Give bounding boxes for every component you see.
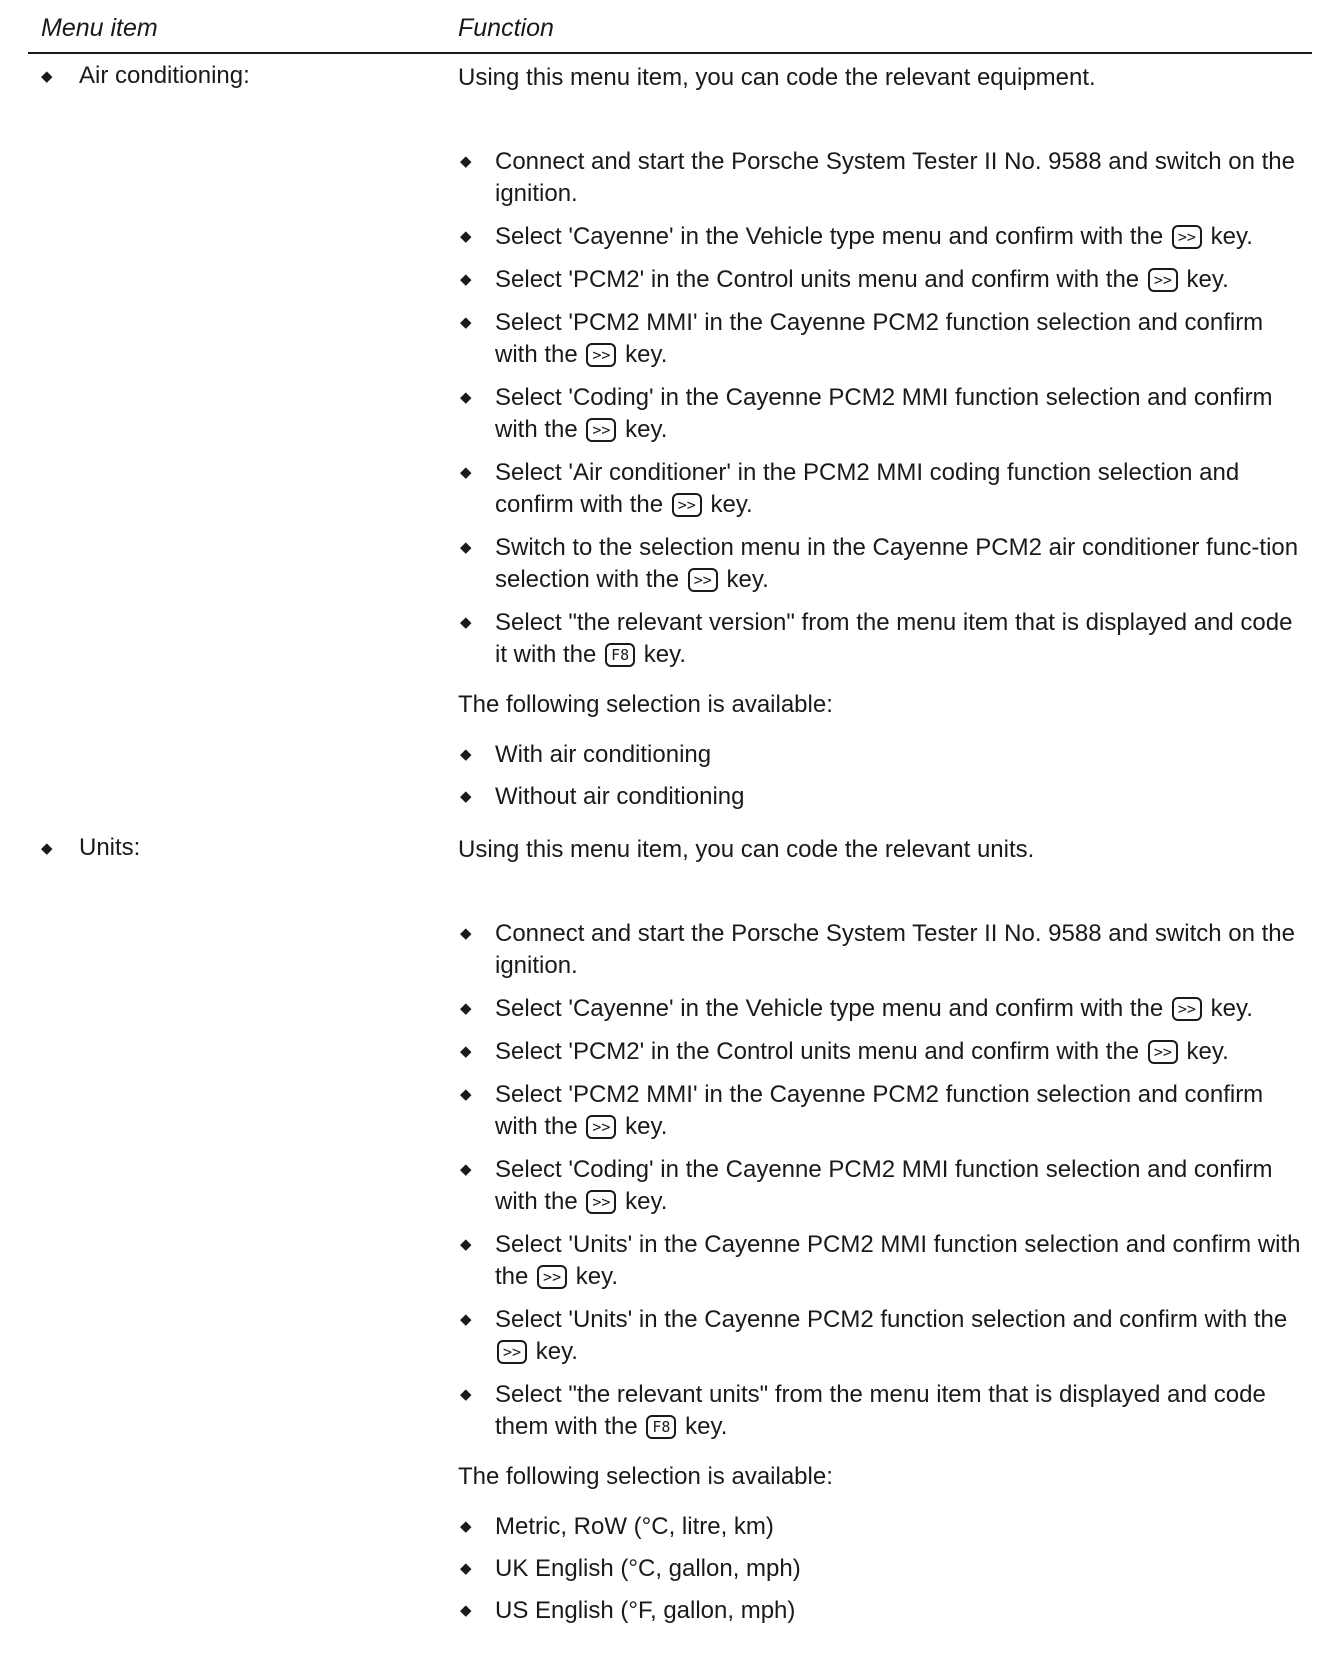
option-item (458, 781, 1308, 813)
step-suffix: key. (726, 566, 769, 593)
step-text: Select "the relevant units" from the menu item that is displayed and code them with the (495, 1381, 1266, 1440)
available-selection-label: The following selection is available: (458, 691, 833, 718)
step-item (458, 264, 1308, 296)
key-next-icon: >> (688, 568, 718, 592)
menu-item-air-conditioning (41, 62, 250, 90)
step-text: Connect and start the Porsche System Tester II No. 9588 and switch on the ignition. (495, 920, 1295, 979)
diamond-bullet-icon: ◆ (460, 153, 472, 170)
option-item (458, 1553, 1308, 1585)
option-item (458, 1595, 1308, 1627)
step-text: Select 'Air conditioner' in the PCM2 MMI coding function selection and confirm with the (495, 459, 1240, 518)
key-next-icon: >> (1172, 997, 1202, 1021)
header-divider (28, 52, 1312, 54)
step-suffix: key. (643, 641, 687, 668)
option-item (458, 739, 1308, 771)
step-suffix: key. (625, 1188, 668, 1215)
diamond-bullet-icon: ◆ (460, 1086, 472, 1103)
option-text: UK English (°C, gallon, mph) (495, 1555, 801, 1582)
key-next-icon: >> (672, 493, 702, 517)
diamond-bullet-icon: ◆ (460, 1043, 472, 1060)
step-text: Connect and start the Porsche System Tester II No. 9588 and switch on the ignition. (495, 148, 1295, 207)
step-suffix: key. (710, 491, 753, 518)
key-next-icon: >> (537, 1265, 567, 1289)
function-description-units (458, 834, 1308, 1627)
step-item (458, 307, 1308, 371)
step-text: Select 'Cayenne' in the Vehicle type menu and confirm with the (495, 223, 1164, 250)
step-item (458, 1079, 1308, 1143)
diamond-bullet-icon: ◆ (460, 1560, 472, 1577)
selection-options (458, 1511, 1308, 1627)
key-next-icon: >> (1148, 268, 1178, 292)
key-f8-icon: F8 (605, 643, 635, 667)
column-header-function: Function (458, 14, 554, 42)
step-text: Select 'Coding' in the Cayenne PCM2 MMI function selection and confirm with the (495, 1156, 1273, 1215)
diamond-bullet-icon: ◆ (460, 1386, 472, 1403)
step-text: Select "the relevant version" from the menu item that is displayed and code it with the (495, 609, 1293, 668)
menu-item-label: Units: (79, 834, 141, 861)
step-suffix: key. (575, 1263, 619, 1290)
step-item (458, 1304, 1308, 1368)
step-suffix: key. (625, 1113, 668, 1140)
procedure-steps (458, 918, 1308, 1443)
step-suffix: key. (625, 341, 668, 368)
step-text: Switch to the selection menu in the Cayenne PCM2 air conditioner func-tion selection with the (495, 534, 1299, 593)
column-header-menu-item: Menu item (41, 14, 158, 42)
diamond-bullet-icon: ◆ (460, 925, 472, 942)
diamond-bullet-icon: ◆ (460, 614, 472, 631)
step-text: Select 'PCM2 MMI' in the Cayenne PCM2 function selection and confirm with the (495, 1081, 1264, 1140)
step-suffix: key. (535, 1338, 578, 1365)
step-item (458, 532, 1308, 596)
step-suffix: key. (625, 416, 668, 443)
key-f8-icon: F8 (646, 1415, 676, 1439)
function-description-air-conditioning (458, 62, 1308, 813)
step-item (458, 1036, 1308, 1068)
diamond-bullet-icon: ◆ (460, 1236, 472, 1253)
diamond-bullet-icon: ◆ (460, 1000, 472, 1017)
step-item (458, 221, 1308, 253)
step-item (458, 382, 1308, 446)
diamond-bullet-icon: ◆ (460, 1518, 472, 1535)
key-next-icon: >> (586, 343, 616, 367)
option-text: US English (°F, gallon, mph) (495, 1597, 796, 1624)
diamond-bullet-icon: ◆ (460, 271, 472, 288)
diamond-bullet-icon: ◆ (460, 389, 472, 406)
function-intro: Using this menu item, you can code the relevant units. (458, 836, 1035, 863)
diamond-bullet-icon: ◆ (460, 1311, 472, 1328)
selection-options (458, 739, 1308, 813)
step-text: Select 'Coding' in the Cayenne PCM2 MMI function selection and confirm with the (495, 384, 1273, 443)
diamond-bullet-icon: ◆ (460, 464, 472, 481)
step-text: Select 'Units' in the Cayenne PCM2 MMI function selection and confirm with the (495, 1231, 1301, 1290)
menu-item-units (41, 834, 140, 862)
diamond-bullet-icon: ◆ (460, 1161, 472, 1178)
key-next-icon: >> (1172, 225, 1202, 249)
step-item (458, 1229, 1308, 1293)
option-item (458, 1511, 1308, 1543)
step-text: Select 'PCM2' in the Control units menu and confirm with the (495, 266, 1140, 293)
step-item (458, 607, 1308, 671)
step-suffix: key. (1186, 1038, 1229, 1065)
menu-item-label: Air conditioning: (79, 62, 250, 89)
available-selection-label: The following selection is available: (458, 1463, 833, 1490)
step-suffix: key. (1210, 223, 1253, 250)
step-item (458, 1154, 1308, 1218)
step-text: Select 'PCM2 MMI' in the Cayenne PCM2 function selection and confirm with the (495, 309, 1264, 368)
step-text: Select 'Cayenne' in the Vehicle type menu and confirm with the (495, 995, 1164, 1022)
diamond-bullet-icon: ◆ (460, 314, 472, 331)
diamond-bullet-icon: ◆ (460, 1602, 472, 1619)
option-text: With air conditioning (495, 741, 712, 768)
step-item (458, 146, 1308, 210)
diamond-bullet-icon: ◆ (460, 788, 472, 805)
key-next-icon: >> (1148, 1040, 1178, 1064)
function-intro: Using this menu item, you can code the relevant equipment. (458, 64, 1096, 91)
key-next-icon: >> (586, 418, 616, 442)
diamond-bullet-icon: ◆ (41, 68, 53, 85)
diamond-bullet-icon: ◆ (41, 840, 53, 857)
key-next-icon: >> (586, 1115, 616, 1139)
step-suffix: key. (1186, 266, 1229, 293)
step-item (458, 457, 1308, 521)
step-text: Select 'PCM2' in the Control units menu and confirm with the (495, 1038, 1140, 1065)
step-item (458, 1379, 1308, 1443)
step-suffix: key. (1210, 995, 1253, 1022)
step-text: Select 'Units' in the Cayenne PCM2 function selection and confirm with the (495, 1306, 1288, 1333)
step-item (458, 993, 1308, 1025)
step-item (458, 918, 1308, 982)
procedure-steps (458, 146, 1308, 671)
step-suffix: key. (685, 1413, 728, 1440)
key-next-icon: >> (586, 1190, 616, 1214)
key-next-icon: >> (497, 1340, 527, 1364)
option-text: Metric, RoW (°C, litre, km) (495, 1513, 774, 1540)
option-text: Without air conditioning (495, 783, 745, 810)
diamond-bullet-icon: ◆ (460, 746, 472, 763)
diamond-bullet-icon: ◆ (460, 228, 472, 245)
diamond-bullet-icon: ◆ (460, 539, 472, 556)
